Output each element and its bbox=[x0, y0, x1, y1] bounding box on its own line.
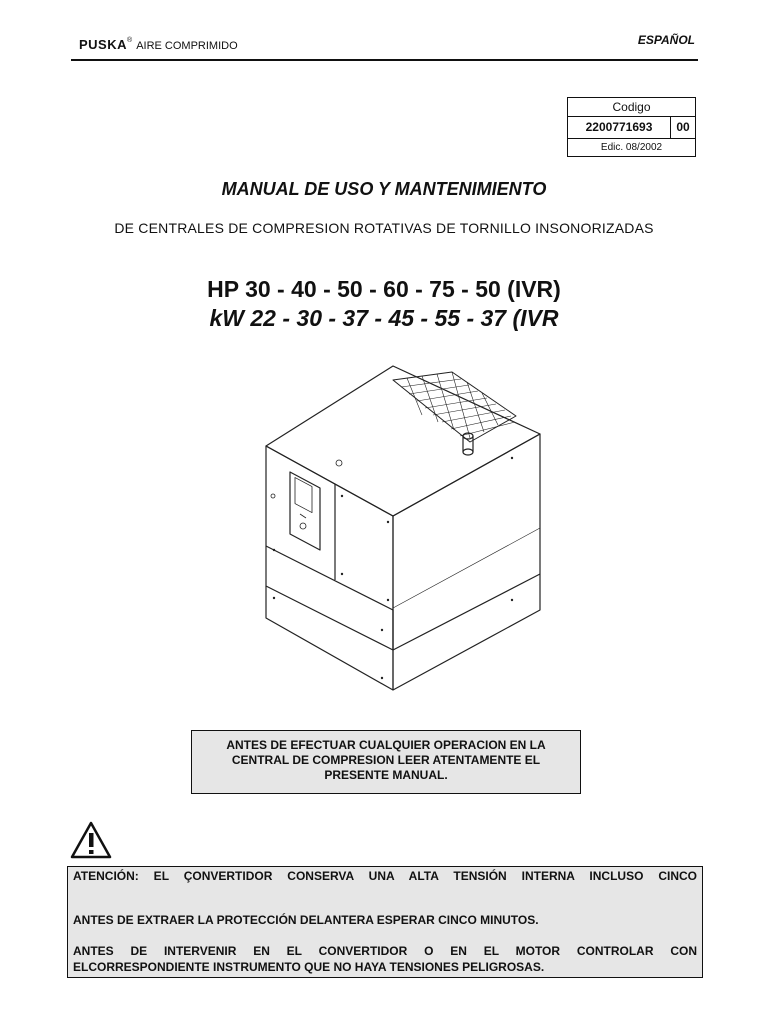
notice-line: PRESENTE MANUAL. bbox=[324, 768, 448, 782]
models-kw: kW 22 - 30 - 37 - 45 - 55 - 37 (IVR bbox=[209, 305, 559, 331]
code-revision: 00 bbox=[676, 120, 690, 134]
code-label: Codigo bbox=[568, 98, 695, 117]
edition-date: Edic. 08/2002 bbox=[600, 142, 663, 153]
warning-line: ELCORRESPONDIENTE INSTRUMENTO QUE NO HAYA TENSIONES PELIGROSAS. bbox=[73, 960, 545, 974]
code-box bbox=[567, 97, 696, 157]
manual-title: MANUAL DE USO Y MANTENIMIENTO bbox=[221, 179, 547, 199]
models-hp: HP 30 - 40 - 50 - 60 - 75 - 50 (IVR) bbox=[207, 276, 561, 302]
header-divider bbox=[71, 59, 698, 61]
brand-name: PUSKA bbox=[79, 37, 128, 52]
warning-line: ANTES DE INTERVENIR EN EL CONVERTIDOR O EN EL MOTOR CONTROLAR CON bbox=[73, 944, 697, 958]
brand-subtitle: AIRE COMPRIMIDO bbox=[136, 40, 238, 52]
code-number: 2200771693 bbox=[568, 116, 671, 138]
manual-subtitle: DE CENTRALES DE COMPRESION ROTATIVAS DE TORNILLO INSONORIZADAS bbox=[114, 220, 654, 236]
notice-line: CENTRAL DE COMPRESION LEER ATENTAMENTE EL bbox=[231, 753, 541, 767]
brand-logo bbox=[79, 37, 238, 52]
code-row bbox=[568, 116, 695, 139]
warning-triangle-icon bbox=[70, 821, 112, 859]
notice-line: ANTES DE EFECTUAR CUALQUIER OPERACION EN LA bbox=[226, 738, 546, 752]
registered-mark: ® bbox=[127, 37, 133, 44]
read-manual-notice bbox=[191, 730, 581, 794]
compressor-illustration bbox=[262, 360, 552, 710]
electrical-warning-box bbox=[67, 866, 703, 978]
warning-line: ANTES DE EXTRAER LA PROTECCIÓN DELANTERA ESPERAR CINCO MINUTOS. bbox=[73, 913, 539, 927]
language-label: ESPAÑOL bbox=[637, 33, 695, 47]
warning-line: ATENCIÓN: EL ÇONVERTIDOR CONSERVA UNA ALTA TENSIÓN INTERNA INCLUSO CINCO bbox=[73, 869, 697, 883]
